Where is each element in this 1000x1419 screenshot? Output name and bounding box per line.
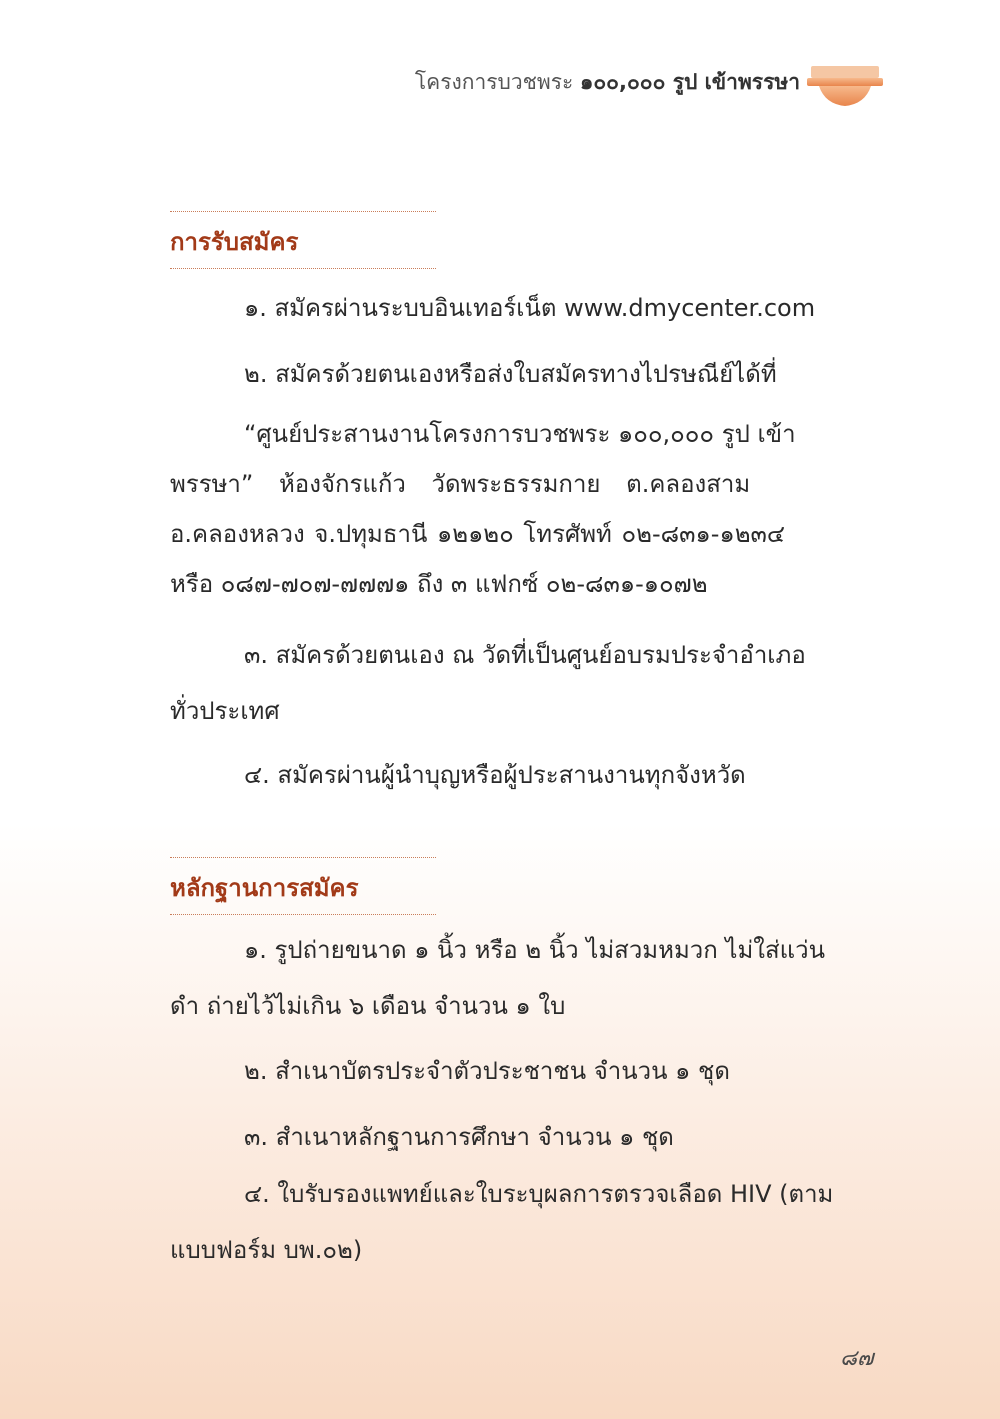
running-header-prefix: โครงการบวชพระ — [414, 70, 574, 94]
alms-bowl-ornament-icon — [805, 58, 885, 118]
apply-item-3 — [170, 627, 882, 739]
apply-item-4: ๔. สมัครผ่านผู้นำบุญหรือผู้ประสานงานทุกจังหวัด — [244, 761, 746, 789]
apply-address-block — [170, 409, 882, 609]
section-heading-documents — [170, 857, 436, 915]
apply-item-1: ๑. สมัครผ่านระบบอินเทอร์เน็ต www.dmycenter.com — [244, 294, 816, 322]
section-title: การรับสมัคร — [170, 228, 299, 256]
address-line: หรือ ๐๘๗-๗๐๗-๗๗๗๑ ถึง ๓ แฟกซ์ ๐๒-๘๓๑-๑๐๗๒ — [170, 570, 708, 598]
doc-item-3: ๓. สำเนาหลักฐานการศึกษา จำนวน ๑ ชุด — [244, 1123, 674, 1151]
address-line: พรรษา” ห้องจักรแก้ว วัดพระธรรมกาย ต.คลองสาม — [170, 470, 751, 498]
doc-item-2: ๒. สำเนาบัตรประจำตัวประชาชน จำนวน ๑ ชุด — [244, 1057, 730, 1085]
address-line: อ.คลองหลวง จ.ปทุมธานี ๑๒๑๒๐ โทรศัพท์ ๐๒-๘๓๑-๑๒๓๔ — [170, 520, 786, 548]
page-number: ๘๗ — [840, 1346, 874, 1371]
running-header-highlight: ๑๐๐,๐๐๐ รูป เข้าพรรษา — [580, 70, 800, 94]
address-line: “ศูนย์ประสานงานโครงการบวชพระ ๑๐๐,๐๐๐ รูป เข้า — [244, 420, 796, 448]
apply-item-3-line: ๓. สมัครด้วยตนเอง ณ วัดที่เป็นศูนย์อบรมประจำอำเภอ — [244, 641, 806, 669]
doc-item-1 — [170, 922, 882, 1034]
doc-item-1-line: ๑. รูปถ่ายขนาด ๑ นิ้ว หรือ ๒ นิ้ว ไม่สวมหมวก ไม่ใส่แว่น — [244, 936, 826, 964]
doc-item-1-line: ดำ ถ่ายไว้ไม่เกิน ๖ เดือน จำนวน ๑ ใบ — [170, 992, 566, 1020]
section-title: หลักฐานการสมัคร — [170, 874, 359, 902]
doc-item-4-line: แบบฟอร์ม บพ.๐๒) — [170, 1236, 363, 1264]
section-heading-apply — [170, 211, 436, 269]
apply-item-2: ๒. สมัครด้วยตนเองหรือส่งใบสมัครทางไปรษณีย์ได้ที่ — [244, 360, 777, 388]
running-header — [415, 66, 800, 99]
doc-item-4-line: ๔. ใบรับรองแพทย์และใบระบุผลการตรวจเลือด HIV (ตาม — [244, 1180, 834, 1208]
doc-item-4 — [170, 1166, 882, 1278]
apply-item-3-line: ทั่วประเทศ — [170, 697, 280, 725]
